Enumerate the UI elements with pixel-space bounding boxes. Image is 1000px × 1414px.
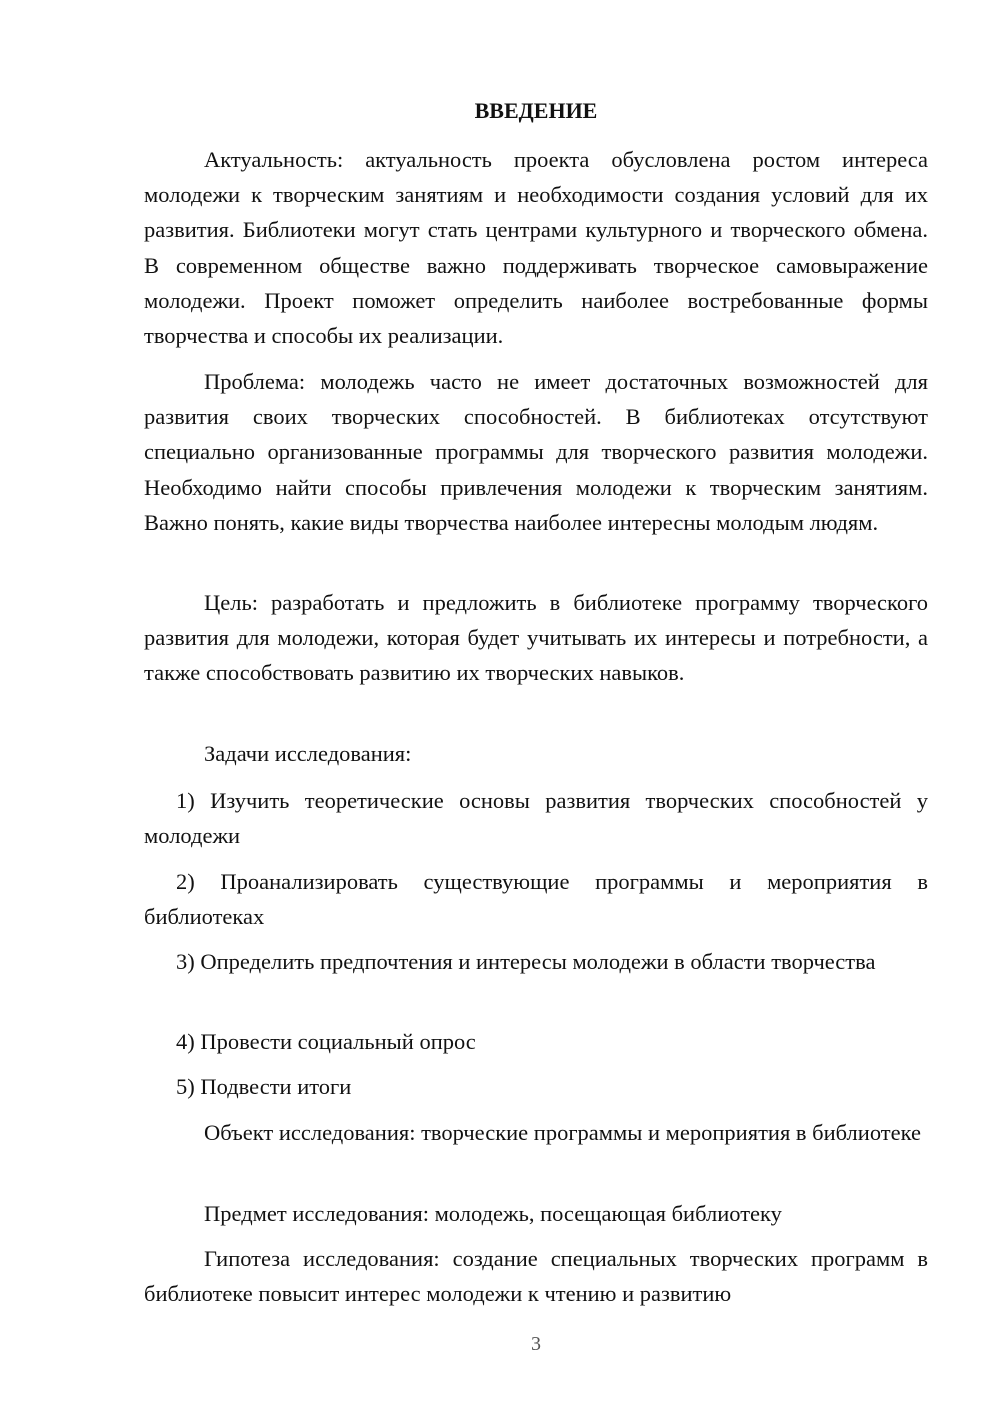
task-item-1: 1) Изучить теоретические основы развития творческих способностей у молодежи: [144, 788, 928, 849]
task-item-5: 5) Подвести итоги: [176, 1074, 352, 1099]
object-paragraph: Объект исследования: творческие программы и мероприятия в библиотеке: [204, 1120, 921, 1145]
task-item-2: 2) Проанализировать существующие программы и мероприятия в библиотеках: [144, 869, 928, 930]
tasks-heading: Задачи исследования:: [204, 741, 412, 766]
relevance-paragraph: Актуальность: актуальность проекта обусловлена ростом интереса молодежи к творческим занятиям и необходимости создания условий для их развития. Библиотеки могут стать центрами культурного и творческого обмена. В современном обществе важно поддерживать творческое самовыражение молодежи. Проект поможет определить наиболее востребованные формы творчества и способы их реализации.: [144, 147, 928, 349]
goal-paragraph: Цель: разработать и предложить в библиотеке программу творческого развития для молодежи, которая будет учитывать их интересы и потребности, а также способствовать развитию их творческих навыков.: [144, 590, 928, 686]
subject-paragraph: Предмет исследования: молодежь, посещающая библиотеку: [204, 1201, 782, 1226]
task-item-3: 3) Определить предпочтения и интересы молодежи в области творчества: [176, 949, 876, 974]
page-title: ВВЕДЕНИЕ: [474, 98, 598, 123]
page-number: 3: [531, 1333, 541, 1355]
task-item-4: 4) Провести социальный опрос: [176, 1029, 476, 1054]
hypothesis-paragraph: Гипотеза исследования: создание специальных творческих программ в библиотеке повысит интерес молодежи к чтению и развитию: [144, 1246, 928, 1307]
problem-paragraph: Проблема: молодежь часто не имеет достаточных возможностей для развития своих творческих способностей. В библиотеках отсутствуют специально организованные программы для творческого развития молодежи. Необходимо найти способы привлечения молодежи к творческим занятиям. Важно понять, какие виды творчества наиболее интересны молодым людям.: [144, 369, 928, 535]
